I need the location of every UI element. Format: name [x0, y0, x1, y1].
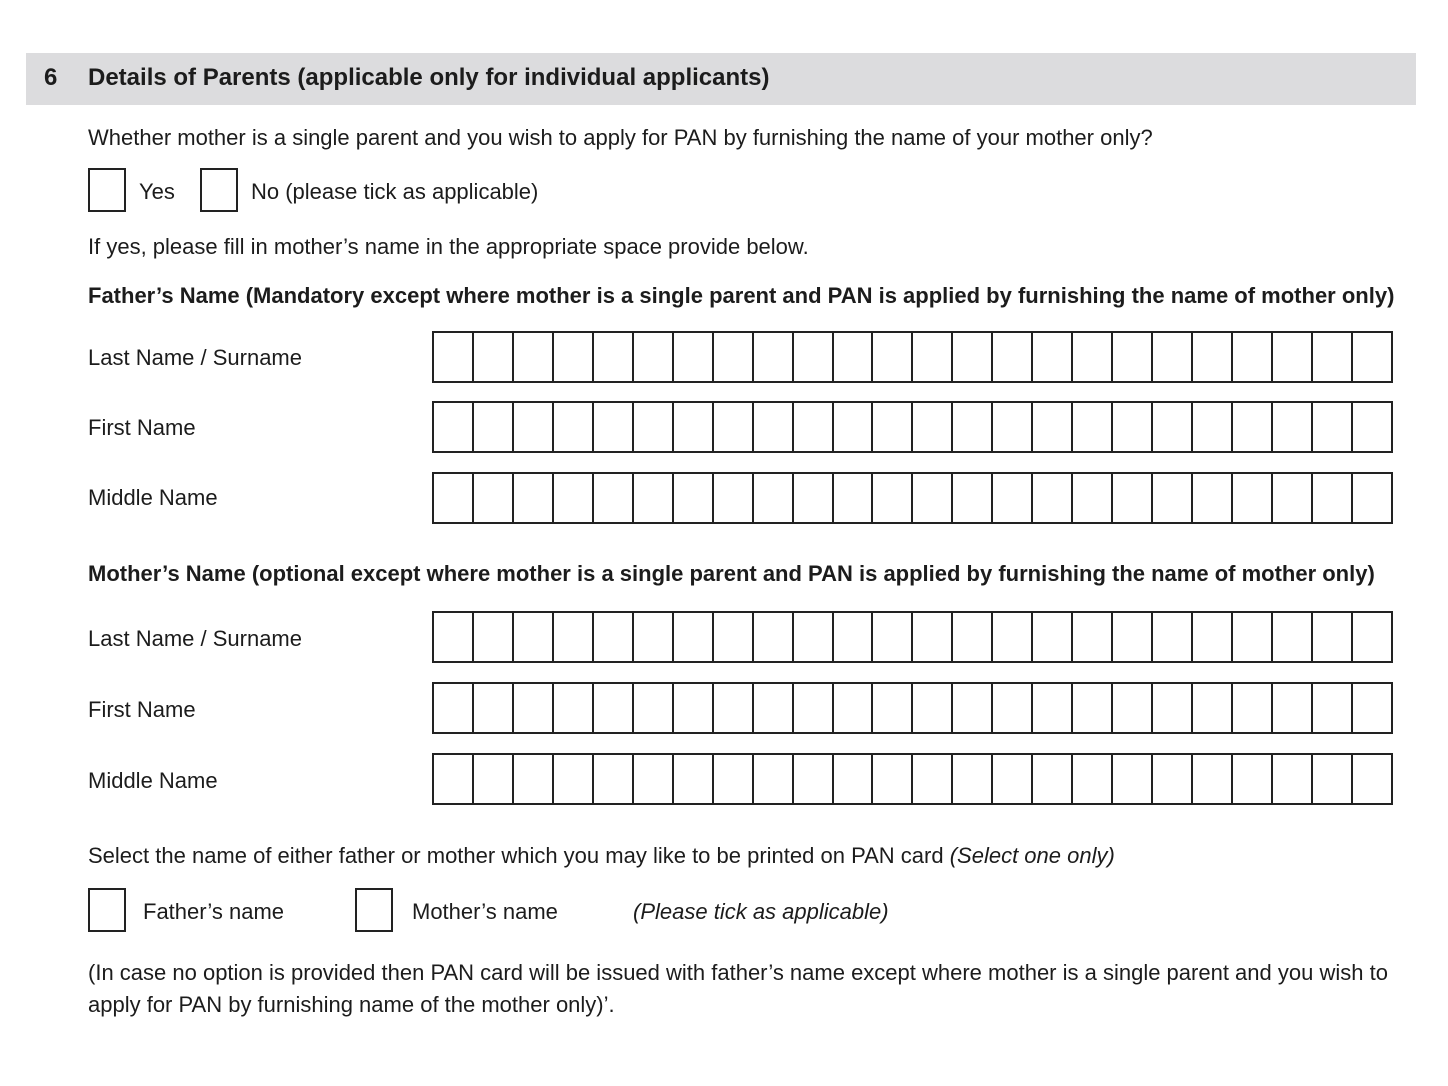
char-box[interactable]	[594, 403, 634, 451]
char-box[interactable]	[1313, 613, 1353, 661]
char-box[interactable]	[554, 684, 594, 732]
char-box[interactable]	[714, 755, 754, 803]
char-box[interactable]	[554, 333, 594, 381]
char-box[interactable]	[474, 613, 514, 661]
char-box[interactable]	[834, 613, 874, 661]
char-box[interactable]	[714, 333, 754, 381]
char-box[interactable]	[1313, 333, 1353, 381]
char-box[interactable]	[834, 403, 874, 451]
father-last-name-field[interactable]	[432, 331, 1393, 383]
if-yes-note: If yes, please fill in mother’s name in the appropriate space provide below.	[88, 234, 809, 259]
char-box[interactable]	[1073, 613, 1113, 661]
char-box[interactable]	[1273, 613, 1313, 661]
char-box[interactable]	[594, 333, 634, 381]
char-box[interactable]	[1113, 333, 1153, 381]
char-box[interactable]	[1273, 333, 1313, 381]
char-box[interactable]	[754, 684, 794, 732]
char-box[interactable]	[674, 684, 714, 732]
char-box[interactable]	[1113, 613, 1153, 661]
char-box[interactable]	[1193, 684, 1233, 732]
char-box[interactable]	[1113, 474, 1153, 522]
char-box[interactable]	[554, 403, 594, 451]
char-box[interactable]	[794, 755, 834, 803]
char-box[interactable]	[594, 474, 634, 522]
father-middle-name-field[interactable]	[432, 472, 1393, 524]
char-box[interactable]	[1193, 403, 1233, 451]
char-box[interactable]	[913, 333, 953, 381]
char-box[interactable]	[594, 755, 634, 803]
char-box[interactable]	[1073, 333, 1113, 381]
char-box[interactable]	[834, 333, 874, 381]
char-box[interactable]	[913, 613, 953, 661]
char-box[interactable]	[1313, 755, 1353, 803]
char-box[interactable]	[634, 613, 674, 661]
char-box[interactable]	[913, 403, 953, 451]
char-box[interactable]	[754, 474, 794, 522]
char-box[interactable]	[873, 613, 913, 661]
char-box[interactable]	[1073, 403, 1113, 451]
char-box[interactable]	[674, 474, 714, 522]
char-box[interactable]	[634, 755, 674, 803]
char-box[interactable]	[714, 613, 754, 661]
char-box[interactable]	[1153, 403, 1193, 451]
char-box[interactable]	[913, 474, 953, 522]
char-box[interactable]	[1233, 474, 1273, 522]
footnote: (In case no option is provided then PAN card will be issued with father’s name except where mother is a single parent and you wish to apply for PAN by furnishing name of the mother only)’.	[88, 960, 1388, 1017]
yes-label: Yes	[139, 179, 175, 204]
char-box[interactable]	[1033, 684, 1073, 732]
single-parent-question: Whether mother is a single parent and you wish to apply for PAN by furnishing the name of your mother only?	[88, 125, 1153, 150]
char-box[interactable]	[1033, 474, 1073, 522]
char-box[interactable]	[514, 684, 554, 732]
char-box[interactable]	[993, 684, 1033, 732]
char-box[interactable]	[1313, 684, 1353, 732]
section-title: Details of Parents (applicable only for individual applicants)	[88, 64, 770, 91]
char-box[interactable]	[434, 333, 474, 381]
char-box[interactable]	[634, 474, 674, 522]
father-first-name-field[interactable]	[432, 401, 1393, 453]
char-box[interactable]	[474, 403, 514, 451]
char-box[interactable]	[754, 403, 794, 451]
char-box[interactable]	[754, 613, 794, 661]
char-box[interactable]	[873, 684, 913, 732]
char-box[interactable]	[1313, 403, 1353, 451]
char-box[interactable]	[1353, 403, 1391, 451]
char-box[interactable]	[1193, 474, 1233, 522]
char-box[interactable]	[834, 474, 874, 522]
char-box[interactable]	[1073, 684, 1113, 732]
char-box[interactable]	[794, 613, 834, 661]
char-box[interactable]	[1153, 474, 1193, 522]
char-box[interactable]	[794, 684, 834, 732]
char-box[interactable]	[834, 755, 874, 803]
mother-name-option-label: Mother’s name	[412, 899, 558, 924]
no-checkbox[interactable]	[200, 168, 238, 212]
char-box[interactable]	[1153, 684, 1193, 732]
father-name-heading: Father’s Name (Mandatory except where mother is a single parent and PAN is applied by furnishing the name of mother only)	[88, 283, 1395, 308]
char-box[interactable]	[953, 474, 993, 522]
char-box[interactable]	[1113, 684, 1153, 732]
char-box[interactable]	[1153, 755, 1193, 803]
char-box[interactable]	[993, 613, 1033, 661]
char-box[interactable]	[474, 755, 514, 803]
char-box[interactable]	[953, 333, 993, 381]
char-box[interactable]	[953, 403, 993, 451]
char-box[interactable]	[1193, 755, 1233, 803]
char-box[interactable]	[1273, 755, 1313, 803]
char-box[interactable]	[1033, 613, 1073, 661]
char-box[interactable]	[634, 403, 674, 451]
char-box[interactable]	[953, 755, 993, 803]
char-box[interactable]	[754, 755, 794, 803]
father-name-option-label: Father’s name	[143, 899, 285, 924]
char-box[interactable]	[1113, 403, 1153, 451]
mother-name-heading: Mother’s Name (optional except where mother is a single parent and PAN is applied by furnishing the name of mother only)	[88, 561, 1375, 586]
char-box[interactable]	[794, 403, 834, 451]
char-box[interactable]	[1353, 755, 1391, 803]
char-box[interactable]	[1233, 613, 1273, 661]
char-box[interactable]	[434, 474, 474, 522]
char-box[interactable]	[794, 333, 834, 381]
char-box[interactable]	[514, 333, 554, 381]
tick-note: (Please tick as applicable)	[633, 899, 889, 924]
char-box[interactable]	[1193, 613, 1233, 661]
char-box[interactable]	[594, 613, 634, 661]
father-first-name-label: First Name	[88, 415, 196, 440]
mother-middle-name-label: Middle Name	[88, 768, 218, 793]
char-box[interactable]	[953, 684, 993, 732]
char-box[interactable]	[993, 333, 1033, 381]
char-box[interactable]	[1153, 613, 1193, 661]
char-box[interactable]	[674, 755, 714, 803]
char-box[interactable]	[913, 684, 953, 732]
char-box[interactable]	[1233, 333, 1273, 381]
char-box[interactable]	[674, 333, 714, 381]
char-box[interactable]	[754, 333, 794, 381]
char-box[interactable]	[873, 755, 913, 803]
char-box[interactable]	[554, 474, 594, 522]
yes-checkbox[interactable]	[88, 168, 126, 212]
char-box[interactable]	[993, 403, 1033, 451]
char-box[interactable]	[1273, 403, 1313, 451]
char-box[interactable]	[514, 474, 554, 522]
father-middle-name-label: Middle Name	[88, 485, 218, 510]
char-box[interactable]	[594, 684, 634, 732]
char-box[interactable]	[1033, 755, 1073, 803]
mother-first-name-field[interactable]	[432, 682, 1393, 734]
char-box[interactable]	[434, 755, 474, 803]
char-box[interactable]	[1273, 474, 1313, 522]
select-one-note: (Select one only)	[949, 843, 1115, 868]
char-box[interactable]	[674, 613, 714, 661]
char-box[interactable]	[634, 333, 674, 381]
char-box[interactable]	[434, 684, 474, 732]
char-box[interactable]	[554, 613, 594, 661]
char-box[interactable]	[514, 613, 554, 661]
char-box[interactable]	[993, 474, 1033, 522]
char-box[interactable]	[634, 684, 674, 732]
char-box[interactable]	[1073, 474, 1113, 522]
char-box[interactable]	[834, 684, 874, 732]
char-box[interactable]	[474, 684, 514, 732]
mother-name-checkbox[interactable]	[355, 888, 393, 932]
name-on-card-prompt	[88, 843, 1115, 869]
char-box[interactable]	[674, 403, 714, 451]
char-box[interactable]	[434, 613, 474, 661]
char-box[interactable]	[873, 333, 913, 381]
section-number: 6	[44, 64, 58, 91]
char-box[interactable]	[1233, 684, 1273, 732]
char-box[interactable]	[1353, 613, 1391, 661]
char-box[interactable]	[1153, 333, 1193, 381]
char-box[interactable]	[434, 403, 474, 451]
char-box[interactable]	[1033, 403, 1073, 451]
char-box[interactable]	[1233, 755, 1273, 803]
char-box[interactable]	[514, 403, 554, 451]
char-box[interactable]	[1233, 403, 1273, 451]
no-label: No (please tick as applicable)	[251, 179, 539, 204]
char-box[interactable]	[554, 755, 594, 803]
mother-last-name-field[interactable]	[432, 611, 1393, 663]
char-box[interactable]	[714, 403, 754, 451]
char-box[interactable]	[1033, 333, 1073, 381]
char-box[interactable]	[1073, 755, 1113, 803]
char-box[interactable]	[1113, 755, 1153, 803]
char-box[interactable]	[913, 755, 953, 803]
father-last-name-label: Last Name / Surname	[88, 345, 302, 370]
char-box[interactable]	[1353, 333, 1391, 381]
name-on-card-prompt-text: Select the name of either father or mother which you may like to be printed on PAN card	[88, 843, 944, 868]
char-box[interactable]	[794, 474, 834, 522]
char-box[interactable]	[993, 755, 1033, 803]
char-box[interactable]	[474, 474, 514, 522]
char-box[interactable]	[714, 684, 754, 732]
char-box[interactable]	[873, 474, 913, 522]
char-box[interactable]	[1193, 333, 1233, 381]
char-box[interactable]	[1353, 684, 1391, 732]
mother-last-name-label: Last Name / Surname	[88, 626, 302, 651]
char-box[interactable]	[1313, 474, 1353, 522]
mother-middle-name-field[interactable]	[432, 753, 1393, 805]
char-box[interactable]	[1273, 684, 1313, 732]
char-box[interactable]	[1353, 474, 1391, 522]
char-box[interactable]	[474, 333, 514, 381]
char-box[interactable]	[873, 403, 913, 451]
mother-first-name-label: First Name	[88, 697, 196, 722]
father-name-checkbox[interactable]	[88, 888, 126, 932]
char-box[interactable]	[514, 755, 554, 803]
char-box[interactable]	[714, 474, 754, 522]
char-box[interactable]	[953, 613, 993, 661]
